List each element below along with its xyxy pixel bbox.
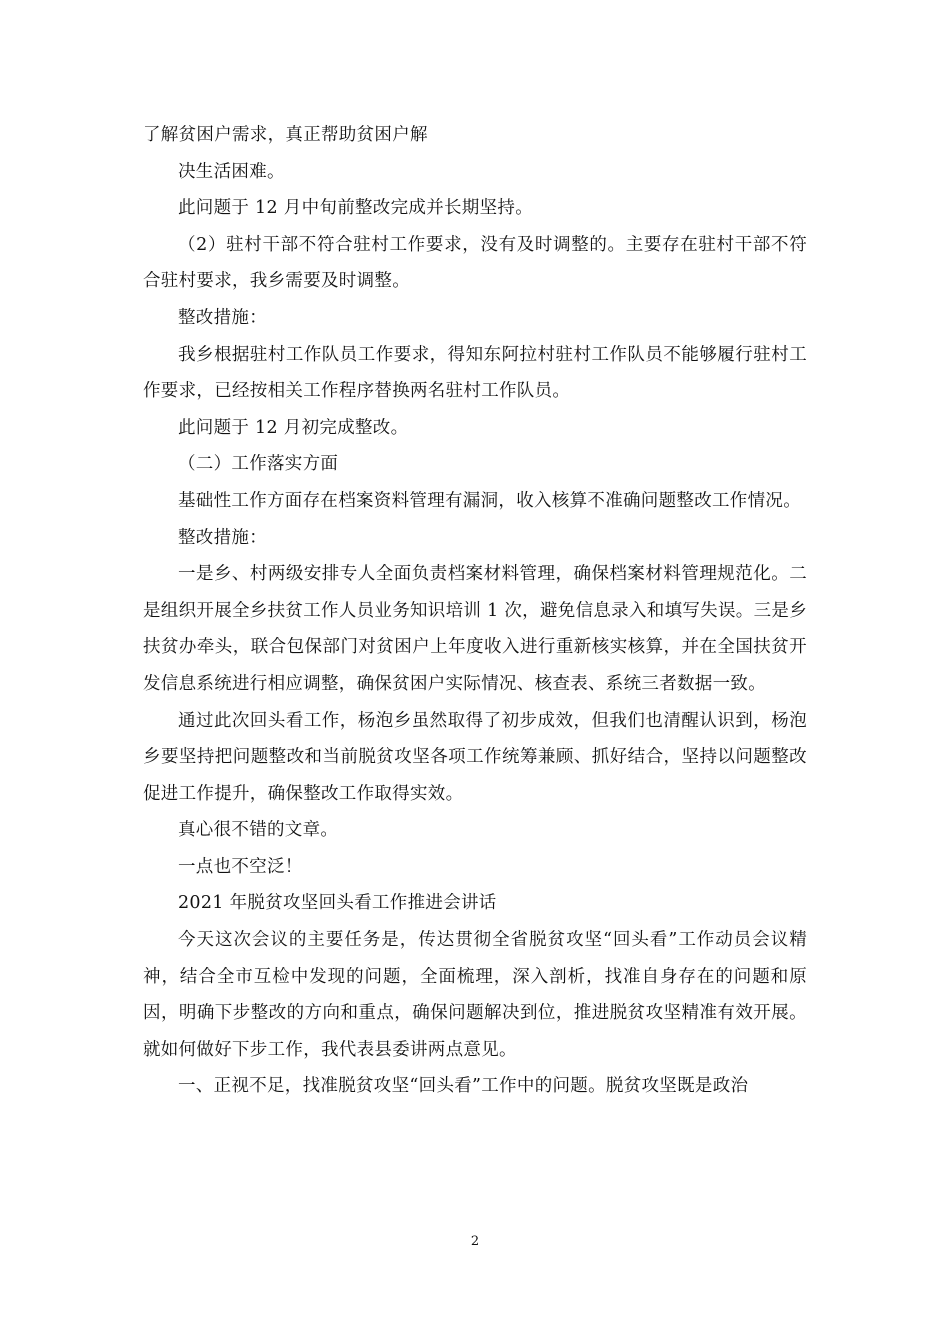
section-label: 整改措施： — [178, 307, 267, 328]
paragraph: 决生活困难。 — [178, 161, 285, 182]
paragraph: 此问题于 12 月初完成整改。 — [178, 417, 409, 438]
speech-title: 2021 年脱贫攻坚回头看工作推进会讲话 — [178, 893, 497, 914]
paragraph: 此问题于 12 月中旬前整改完成并长期坚持。 — [178, 198, 533, 219]
document-body — [143, 117, 807, 1105]
paragraph: 真心很不错的文章。 — [178, 820, 339, 841]
paragraph: 一是乡、村两级安排专人全面负责档案材料管理，确保档案材料管理规范化。二是组织开展全乡扶贫工作人员业务知识培训 1 次，避免信息录入和填写失误。三是乡扶贫办牵头，联合包保部门对贫困户上年度收入进行重新核实核算，并在全国扶贫开发信息系统进行相应调整，确保贫困户实际情况、核查表、系统三者数据一致。 — [143, 564, 807, 694]
paragraph: （2）驻村干部不符合驻村工作要求，没有及时调整的。主要存在驻村干部不符合驻村要求，我乡需要及时调整。 — [143, 234, 807, 292]
section-label: 整改措施： — [178, 527, 267, 548]
paragraph: 一点也不空泛！ — [178, 856, 303, 877]
page-number: 2 — [470, 1234, 480, 1249]
paragraph: 今天这次会议的主要任务是，传达贯彻全省脱贫攻坚“回头看”工作动员会议精神，结合全市互检中发现的问题，全面梳理，深入剖析，找准自身存在的问题和原因，明确下步整改的方向和重点，确保问题解决到位，推进脱贫攻坚精准有效开展。就如何做好下步工作，我代表县委讲两点意见。 — [143, 930, 807, 1060]
paragraph: 基础性工作方面存在档案资料管理有漏洞，收入核算不准确问题整改工作情况。 — [178, 490, 801, 511]
section-heading: （二）工作落实方面 — [178, 454, 339, 475]
paragraph: 了解贫困户需求，真正帮助贫困户解 — [143, 125, 428, 145]
paragraph: 通过此次回头看工作，杨泡乡虽然取得了初步成效，但我们也清醒认识到，杨泡乡要坚持把问题整改和当前脱贫攻坚各项工作统筹兼顾、抓好结合，坚持以问题整改促进工作提升，确保整改工作取得实效。 — [143, 710, 807, 804]
paragraph: 我乡根据驻村工作队员工作要求，得知东阿拉村驻村工作队员不能够履行驻村工作要求，已经按相关工作程序替换两名驻村工作队员。 — [143, 344, 807, 402]
paragraph: 一、正视不足，找准脱贫攻坚“回头看”工作中的问题。脱贫攻坚既是政治 — [178, 1076, 749, 1097]
